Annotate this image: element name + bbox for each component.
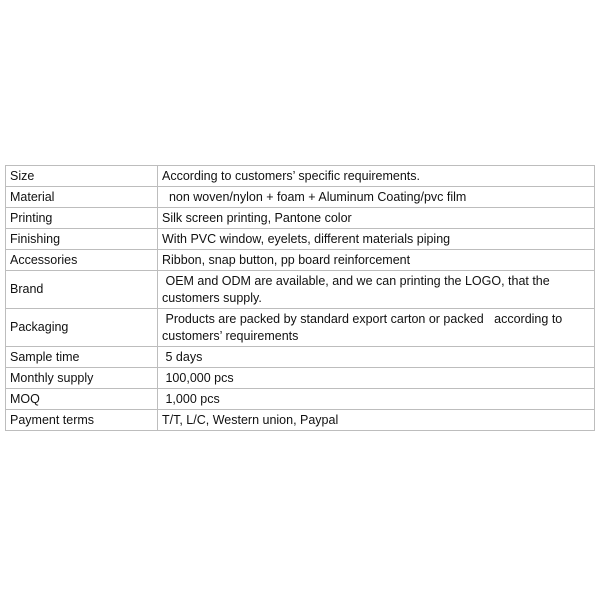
table-row	[6, 271, 595, 309]
row-value: OEM and ODM are available, and we can printing the LOGO, that the customers supply.	[158, 271, 595, 309]
row-label: Brand	[6, 271, 158, 309]
row-value: 5 days	[158, 347, 595, 368]
row-value: With PVC window, eyelets, different materials piping	[158, 229, 595, 250]
row-value: 1,000 pcs	[158, 389, 595, 410]
row-label: Accessories	[6, 250, 158, 271]
spec-table	[5, 165, 595, 431]
row-value: According to customers’ specific requirements.	[158, 166, 595, 187]
table-row	[6, 368, 595, 389]
row-value: T/T, L/C, Western union, Paypal	[158, 410, 595, 431]
row-value: non woven/nylon + foam + Aluminum Coating/pvc film	[158, 187, 595, 208]
row-label: Packaging	[6, 309, 158, 347]
table-row	[6, 347, 595, 368]
table-row	[6, 187, 595, 208]
table-row	[6, 229, 595, 250]
row-label: Sample time	[6, 347, 158, 368]
table-row	[6, 389, 595, 410]
row-value: Products are packed by standard export carton or packed according to customers’ requirements	[158, 309, 595, 347]
row-value: Ribbon, snap button, pp board reinforcement	[158, 250, 595, 271]
table-row	[6, 208, 595, 229]
table-row	[6, 410, 595, 431]
row-label: Finishing	[6, 229, 158, 250]
table-row	[6, 250, 595, 271]
row-label: Payment terms	[6, 410, 158, 431]
row-value: 100,000 pcs	[158, 368, 595, 389]
row-value: Silk screen printing, Pantone color	[158, 208, 595, 229]
row-label: Printing	[6, 208, 158, 229]
row-label: Monthly supply	[6, 368, 158, 389]
row-label: MOQ	[6, 389, 158, 410]
row-label: Material	[6, 187, 158, 208]
row-label: Size	[6, 166, 158, 187]
table-row	[6, 309, 595, 347]
table-row	[6, 166, 595, 187]
